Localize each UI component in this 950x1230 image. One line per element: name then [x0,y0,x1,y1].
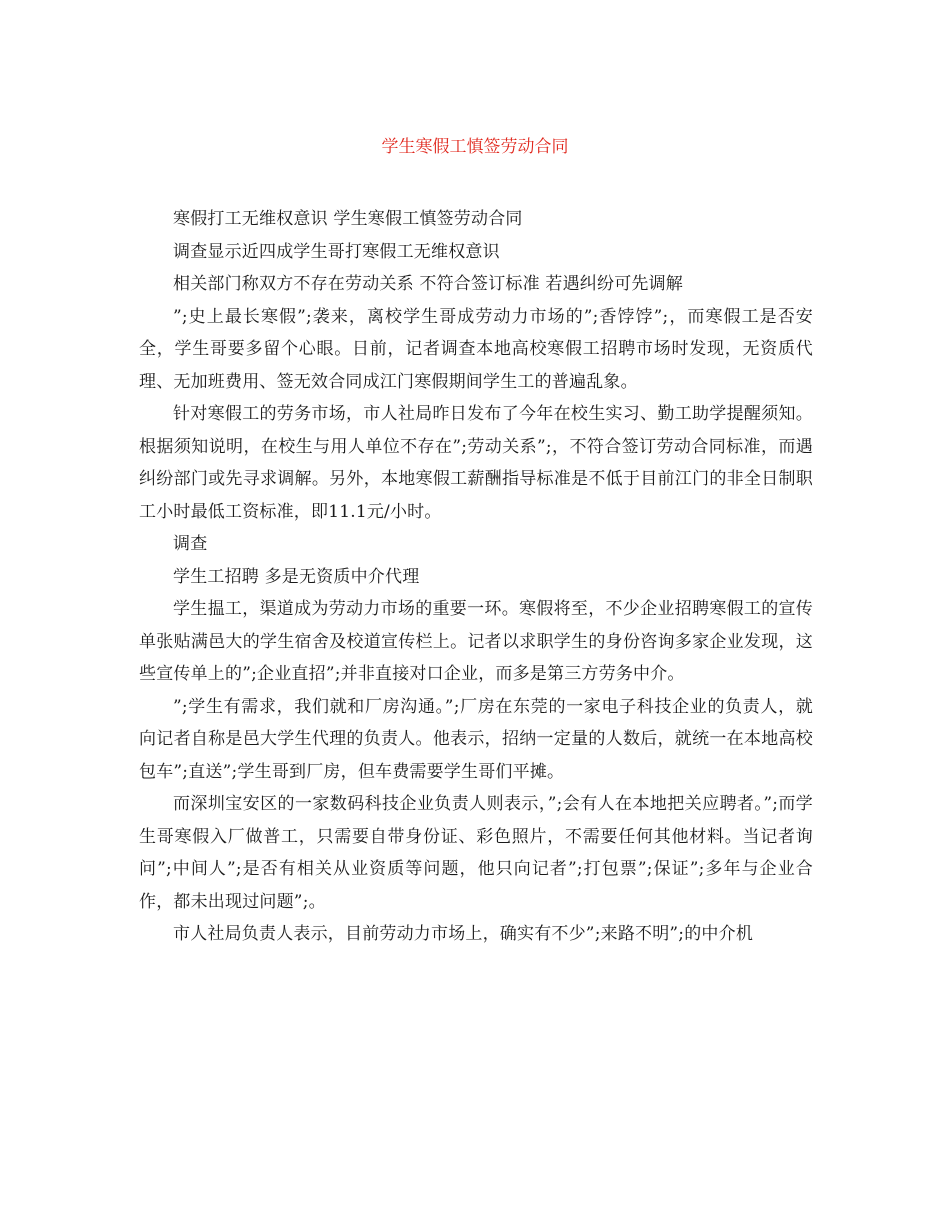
paragraph: 市人社局负责人表示，目前劳动力市场上，确实有不少”;来路不明”;的中介机 [173,924,754,944]
section-heading: 调查 [173,534,208,554]
paragraph-subtitle-2: 调查显示近四成学生哥打寒假工无维权意识 [173,241,500,262]
paragraph-subtitle-1: 寒假打工无维权意识 学生寒假工慎签劳动合同 [173,209,523,229]
paragraph: ”;学生有需求，我们就和厂房沟通。”;厂房在东莞的一家电子科技企业的负责人，就向记者自称是邑大学生代理的负责人。他表示，招纳一定量的人数后，就统一在本地高校包车”;直送”;学生哥到厂房，但车费需要学生哥们平摊。 [139,696,813,782]
paragraph: ”;史上最长寒假”;袭来，离校学生哥成劳动力市场的”;香饽饽”;，而寒假工是否安全，学生哥要多留个心眼。日前，记者调查本地高校寒假工招聘市场时发现，无资质代理、无加班费用、签无效合同成江门寒假期间学生工的普遍乱象。 [139,306,813,392]
paragraph-subtitle-3: 相关部门称双方不存在劳动关系 不符合签订标准 若遇纠纷可先调解 [173,274,684,294]
document-body [139,203,813,951]
paragraph: 而深圳宝安区的一家数码科技企业负责人则表示，”;会有人在本地把关应聘者。”;而学生哥寒假入厂做普工，只需要自带身份证、彩色照片，不需要任何其他材料。当记者询问”;中间人”;是否有相关从业资质等问题，他只向记者”;打包票”;保证”;多年与企业合作，都未出现过问题”;。 [139,794,813,912]
document-title: 学生寒假工慎签劳动合同 [381,137,569,157]
paragraph: 针对寒假工的劳务市场，市人社局昨日发布了今年在校生实习、勤工助学提醒须知。根据须知说明，在校生与用人单位不存在”;劳动关系”;，不符合签订劳动合同标准，而遇纠纷部门或先寻求调解。另外，本地寒假工薪酬指导标准是不低于目前江门的非全日制职工小时最低工资标准，即11.1元/小时。 [139,404,813,522]
paragraph: 学生揾工，渠道成为劳动力市场的重要一环。寒假将至，不少企业招聘寒假工的宣传单张贴满邑大的学生宿舍及校道宣传栏上。记者以求职学生的身份咨询多家企业发现，这些宣传单上的”;企业直招”;并非直接对口企业，而多是第三方劳务中介。 [139,599,813,684]
section-subheading: 学生工招聘 多是无资质中介代理 [173,566,420,587]
